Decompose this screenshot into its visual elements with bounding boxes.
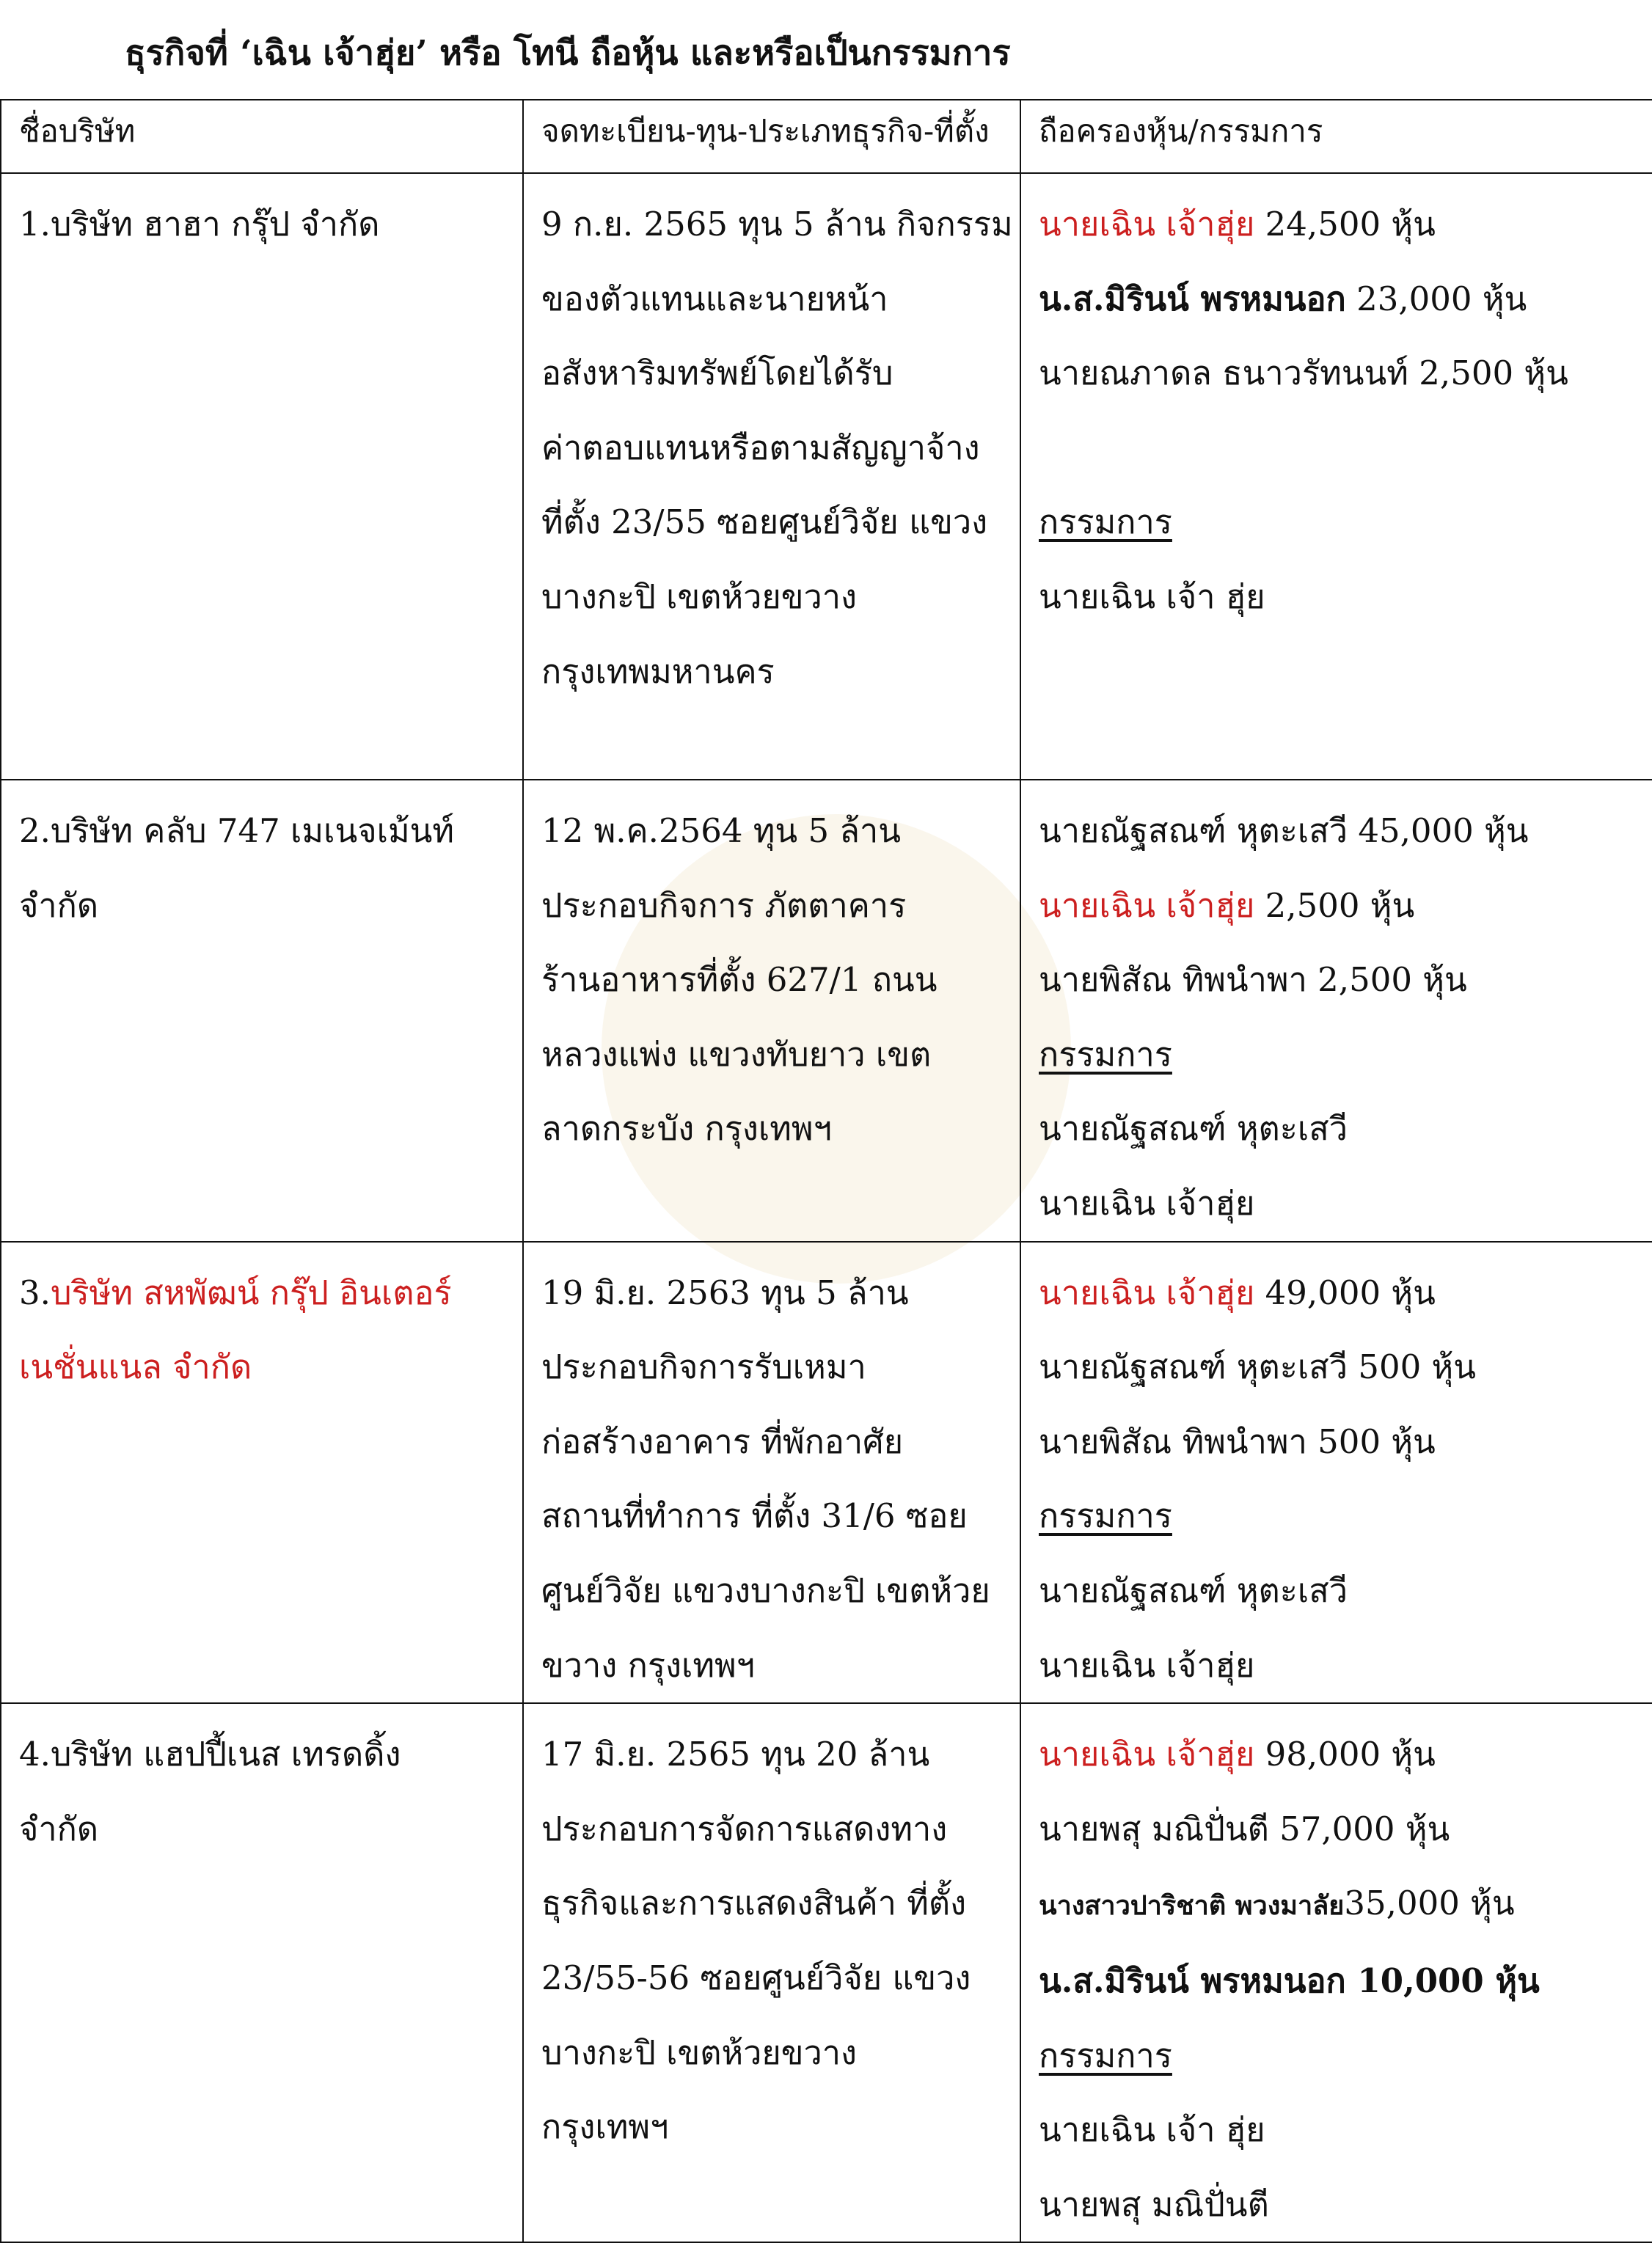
shareholder-line bbox=[1039, 1405, 1639, 1479]
director-name: นายเฉิน เจ้าฮุ่ย bbox=[1039, 1183, 1255, 1223]
company-name: จำกัด bbox=[19, 885, 99, 925]
detail-line: สถานที่ทำการ ที่ตั้ง 31/6 ซอย bbox=[541, 1496, 968, 1536]
company-name: บริษัท สหพัฒน์ กรุ๊ป อินเตอร์ bbox=[50, 1273, 452, 1312]
shareholder-shares: 24,500 หุ้น bbox=[1254, 205, 1436, 244]
detail-line: ประกอบกิจการ ภัตตาคาร bbox=[541, 885, 907, 925]
shareholder-name: นายณัฐสณฑ์ หุตะเสวี bbox=[1039, 1347, 1348, 1387]
shareholding-cell bbox=[1020, 1242, 1652, 1704]
shareholder-shares: 2,500 หุ้น bbox=[1408, 354, 1568, 393]
detail-line: ที่ตั้ง 23/55 ซอยศูนย์วิจัย แขวง bbox=[541, 502, 988, 542]
company-cell bbox=[1, 1703, 523, 2242]
shareholder-shares: 35,000 หุ้น bbox=[1344, 1884, 1515, 1923]
detail-line: ค่าตอบแทนหรือตามสัญญาจ้าง bbox=[541, 428, 980, 467]
shareholder-name: น.ส.มิรินน์ พรหมนอก bbox=[1039, 1961, 1346, 2000]
shareholder-line bbox=[1039, 336, 1639, 411]
director-name: นายเฉิน เจ้า ฮุ่ย bbox=[1039, 577, 1265, 616]
shareholder-shares: 2,500 หุ้น bbox=[1254, 885, 1415, 925]
director-name: นายณัฐสณฑ์ หุตะเสวี bbox=[1039, 1109, 1348, 1149]
shareholder-name: นายพิสัณ ทิพนำพา bbox=[1039, 960, 1307, 1000]
company-name-line bbox=[19, 1256, 509, 1331]
company-table bbox=[0, 99, 1652, 2243]
table-row bbox=[1, 780, 1652, 1242]
company-name: จำกัด bbox=[19, 1809, 99, 1848]
shareholder-name: นายเฉิน เจ้าฮุ่ย bbox=[1039, 1273, 1255, 1312]
shareholder-line bbox=[1039, 1717, 1639, 1792]
header-registration: จดทะเบียน-ทุน-ประเภทธุรกิจ-ที่ตั้ง bbox=[523, 100, 1020, 173]
directors-label: กรรมการ bbox=[1039, 2035, 1172, 2075]
shareholder-shares: 23,000 หุ้น bbox=[1345, 279, 1527, 318]
company-cell bbox=[1, 780, 523, 1242]
detail-line: อสังหาริมทรัพย์โดยได้รับ bbox=[541, 354, 893, 393]
shareholder-line bbox=[1039, 794, 1639, 868]
company-cell bbox=[1, 1242, 523, 1704]
detail-line: กรุงเทพมหานคร bbox=[541, 651, 775, 691]
shareholder-name: นายณัฐสณฑ์ หุตะเสวี bbox=[1039, 811, 1348, 850]
detail-line: กรุงเทพฯ bbox=[541, 2107, 669, 2147]
shareholding-cell bbox=[1020, 1703, 1652, 2242]
table-header-row bbox=[1, 100, 1652, 173]
shareholder-shares: 500 หุ้น bbox=[1348, 1347, 1476, 1387]
header-company: ชื่อบริษัท bbox=[1, 100, 523, 173]
detail-line: ธุรกิจและการแสดงสินค้า ที่ตั้ง bbox=[541, 1884, 967, 1923]
director-name: นายณัฐสณฑ์ หุตะเสวี bbox=[1039, 1570, 1348, 1610]
detail-line: 19 มิ.ย. 2563 ทุน 5 ล้าน bbox=[541, 1273, 909, 1312]
shareholding-cell bbox=[1020, 780, 1652, 1242]
shareholder-line bbox=[1039, 1256, 1639, 1331]
header-shareholding: ถือครองหุ้น/กรรมการ bbox=[1020, 100, 1652, 173]
shareholding-cell bbox=[1020, 173, 1652, 780]
shareholder-name: นางสาวปาริชาติ พวงมาลัย bbox=[1039, 1891, 1345, 1922]
shareholder-line bbox=[1039, 1792, 1639, 1867]
detail-line: ก่อสร้างอาคาร ที่พักอาศัย bbox=[541, 1421, 904, 1461]
table-row bbox=[1, 1242, 1652, 1704]
directors-label: กรรมการ bbox=[1039, 502, 1172, 542]
shareholder-name: นายพิสัณ ทิพนำพา bbox=[1039, 1421, 1307, 1461]
director-name: นายพสุ มณิปั่นตี bbox=[1039, 2184, 1269, 2224]
shareholder-name: นายณภาดล ธนาวรัทนนท์ bbox=[1039, 354, 1408, 393]
shareholder-shares: 57,000 หุ้น bbox=[1268, 1809, 1450, 1848]
detail-line: ประกอบการจัดการแสดงทาง bbox=[541, 1809, 948, 1848]
detail-cell bbox=[523, 780, 1020, 1242]
detail-cell bbox=[523, 1703, 1020, 2242]
detail-line: ร้านอาหารที่ตั้ง 627/1 ถนน bbox=[541, 960, 938, 1000]
director-name: นายเฉิน เจ้า ฮุ่ย bbox=[1039, 2110, 1265, 2150]
detail-line: ศูนย์วิจัย แขวงบางกะปิ เขตห้วย bbox=[541, 1570, 990, 1610]
detail-line: บางกะปิ เขตห้วยขวาง bbox=[541, 2032, 858, 2072]
shareholder-shares: 500 หุ้น bbox=[1306, 1421, 1436, 1461]
shareholder-shares: 10,000 หุ้น bbox=[1345, 1961, 1540, 2000]
shareholder-shares: 2,500 หุ้น bbox=[1306, 960, 1467, 1000]
company-name: 4.บริษัท แฮปปี้เนส เทรดดิ้ง bbox=[19, 1735, 401, 1774]
detail-line: 9 ก.ย. 2565 ทุน 5 ล้าน กิจกรรม bbox=[541, 205, 1013, 244]
detail-line: 23/55-56 ซอยศูนย์วิจัย แขวง bbox=[541, 1958, 971, 1997]
table-row bbox=[1, 1703, 1652, 2242]
directors-label: กรรมการ bbox=[1039, 1034, 1172, 1074]
shareholder-line bbox=[1039, 1330, 1639, 1405]
shareholder-name: นายเฉิน เจ้าฮุ่ย bbox=[1039, 1735, 1255, 1774]
company-name: 1.บริษัท ฮาฮา กรุ๊ป จำกัด bbox=[19, 205, 380, 244]
shareholder-line bbox=[1039, 1944, 1639, 2019]
detail-line: หลวงแพ่ง แขวงทับยาว เขต bbox=[541, 1034, 932, 1074]
detail-line: 12 พ.ค.2564 ทุน 5 ล้าน bbox=[541, 811, 902, 850]
shareholder-name: นายเฉิน เจ้าฮุ่ย bbox=[1039, 205, 1255, 244]
shareholder-shares: 45,000 หุ้น bbox=[1348, 811, 1529, 850]
company-name: เนชั่นแนล จำกัด bbox=[19, 1347, 252, 1387]
shareholder-name: น.ส.มิรินน์ พรหมนอก bbox=[1039, 279, 1346, 318]
director-name: นายเฉิน เจ้าฮุ่ย bbox=[1039, 1645, 1255, 1685]
company-name: 2.บริษัท คลับ 747 เมเนจเม้นท์ bbox=[19, 811, 455, 850]
detail-line: ประกอบกิจการรับเหมา bbox=[541, 1347, 866, 1387]
shareholder-name: นายเฉิน เจ้าฮุ่ย bbox=[1039, 885, 1255, 925]
directors-label: กรรมการ bbox=[1039, 1496, 1172, 1536]
shareholder-shares: 98,000 หุ้น bbox=[1254, 1735, 1436, 1774]
shareholder-line bbox=[1039, 943, 1639, 1017]
company-cell bbox=[1, 173, 523, 780]
detail-line: ของตัวแทนและนายหน้า bbox=[541, 279, 888, 318]
detail-line: ลาดกระบัง กรุงเทพฯ bbox=[541, 1109, 832, 1149]
shareholder-line bbox=[1039, 262, 1639, 337]
detail-line: ขวาง กรุงเทพฯ bbox=[541, 1645, 755, 1685]
shareholder-shares: 49,000 หุ้น bbox=[1254, 1273, 1436, 1312]
detail-line: 17 มิ.ย. 2565 ทุน 20 ล้าน bbox=[541, 1735, 930, 1774]
page-title: ธุรกิจที่ ‘เฉิน เจ้าฮุ่ย’ หรือ โทนี ถือหุ้น และหรือเป็นกรรมการ bbox=[125, 33, 1011, 73]
table-row bbox=[1, 173, 1652, 780]
company-number: 3. bbox=[19, 1273, 51, 1312]
shareholder-line bbox=[1039, 868, 1639, 943]
shareholder-line bbox=[1039, 187, 1639, 262]
shareholder-line bbox=[1039, 1866, 1639, 1944]
detail-cell bbox=[523, 173, 1020, 780]
shareholder-name: นายพสุ มณิปั่นตี bbox=[1039, 1809, 1269, 1848]
detail-line: บางกะปิ เขตห้วยขวาง bbox=[541, 577, 858, 616]
detail-cell bbox=[523, 1242, 1020, 1704]
